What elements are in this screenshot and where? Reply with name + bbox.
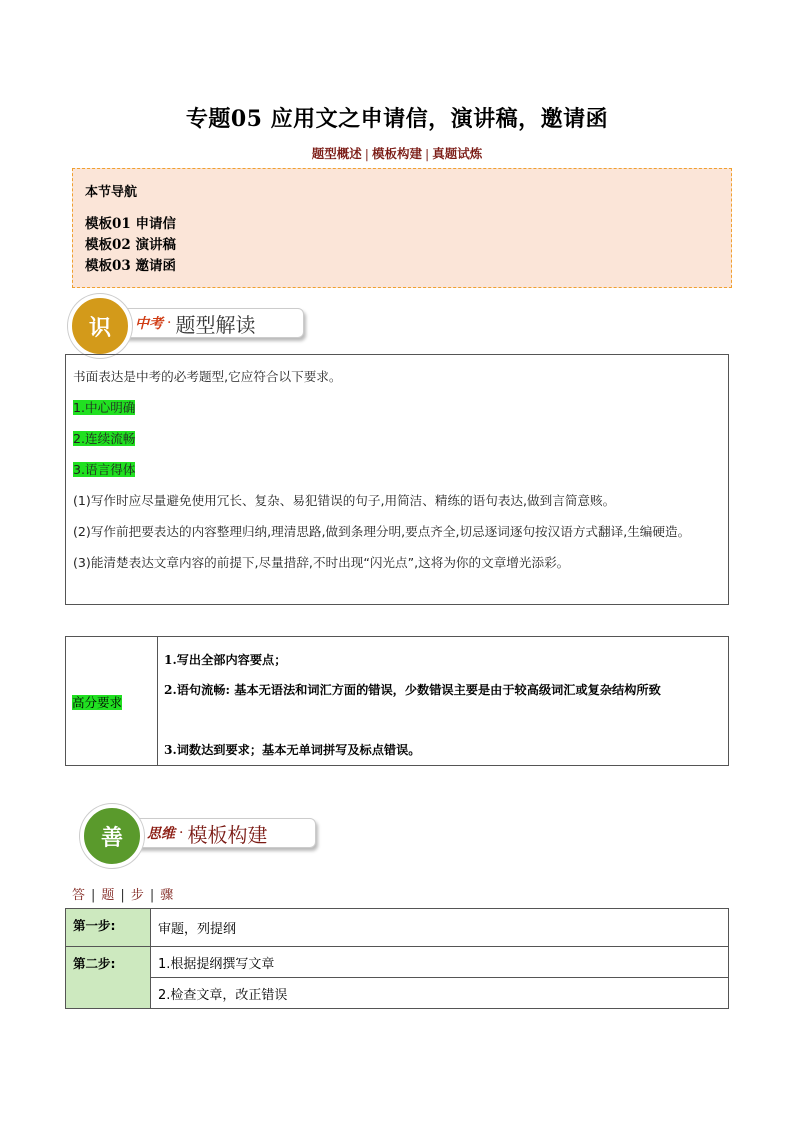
steps-table xyxy=(65,908,729,1009)
requirement-1: 1.写出全部内容要点； xyxy=(164,653,287,667)
tip-1: (1)写作时应尽量避免使用冗长、复杂、易犯错误的句子,用简洁、精练的语句表达,做到言简意赅。 xyxy=(73,493,616,508)
subnav-practice[interactable]: 真题试炼 xyxy=(432,146,483,161)
divider: | xyxy=(425,146,430,161)
sub-navigation xyxy=(0,144,794,162)
point-1: 1.中心明确 xyxy=(73,400,136,415)
section-tag: 思维 xyxy=(147,826,175,842)
section-name: 题型解读 xyxy=(175,312,256,337)
nav-heading: 本节导航 xyxy=(85,185,138,200)
subnav-overview[interactable]: 题型概述 xyxy=(311,146,362,161)
steps-char: 步 xyxy=(130,888,144,903)
tip-2: (2)写作前把要表达的内容整理归纳,理清思路,做到条理分明,要点齐全,切忌逐词逐句按汉语方式翻译,生编硬造。 xyxy=(73,524,691,539)
spacer xyxy=(164,705,722,735)
intro-lead: 书面表达是中考的必考题型,它应符合以下要求。 xyxy=(73,369,342,384)
section-name: 模板构建 xyxy=(187,822,268,847)
requirement-3: 3.词数达到要求；基本无单词拼写及标点错误。 xyxy=(164,743,421,757)
section-tag: 中考 xyxy=(135,316,163,332)
score-label-cell xyxy=(66,637,158,766)
step2-text-a: 1.根据提纲撰写文章 xyxy=(151,947,729,978)
table-row xyxy=(66,978,729,1009)
steps-char: 题 xyxy=(101,888,115,903)
step1-label: 第一步: xyxy=(66,909,151,947)
page-title: 专题05 应用文之申请信，演讲稿，邀请函 xyxy=(185,106,609,132)
score-requirements-cell xyxy=(158,637,729,766)
step2-label: 第二步: xyxy=(66,947,151,1009)
score-label: 高分要求 xyxy=(72,694,123,710)
section-badge-icon: 识 xyxy=(68,294,132,358)
point-2: 2.连续流畅 xyxy=(73,431,136,446)
tip-3: (3)能清楚表达文章内容的前提下,尽量措辞,不时出现“闪光点”,这将为你的文章增光添彩。 xyxy=(73,555,570,570)
requirement-2: 2.语句流畅: 基本无语法和词汇方面的错误，少数错误主要是由于较高级词汇或复杂结构所致 xyxy=(164,683,661,697)
subnav-template[interactable]: 模板构建 xyxy=(371,146,422,161)
answer-steps-label: 答 | 题 | 步 | 骤 xyxy=(72,888,174,903)
nav-item-template-02[interactable]: 模板02 演讲稿 xyxy=(85,237,176,253)
table-row xyxy=(66,947,729,978)
steps-char: 答 xyxy=(72,888,86,903)
step2-text-b: 2.检查文章，改正错误 xyxy=(151,978,729,1009)
nav-item-template-01[interactable]: 模板01 申请信 xyxy=(85,216,176,232)
section-dot: · xyxy=(167,315,172,331)
step1-text: 审题，列提纲 xyxy=(151,909,729,947)
section-banner xyxy=(112,308,304,338)
table-row xyxy=(66,909,729,947)
section-dot: · xyxy=(179,825,184,841)
nav-item-template-03[interactable]: 模板03 邀请函 xyxy=(85,258,176,274)
steps-char: 骤 xyxy=(160,888,174,903)
high-score-table xyxy=(65,636,729,766)
section-badge-icon: 善 xyxy=(80,804,144,868)
divider: | xyxy=(364,146,369,161)
section-navigation-box xyxy=(72,168,732,288)
point-3: 3.语言得体 xyxy=(73,462,136,477)
intro-box xyxy=(65,354,729,605)
section-banner xyxy=(124,818,316,848)
